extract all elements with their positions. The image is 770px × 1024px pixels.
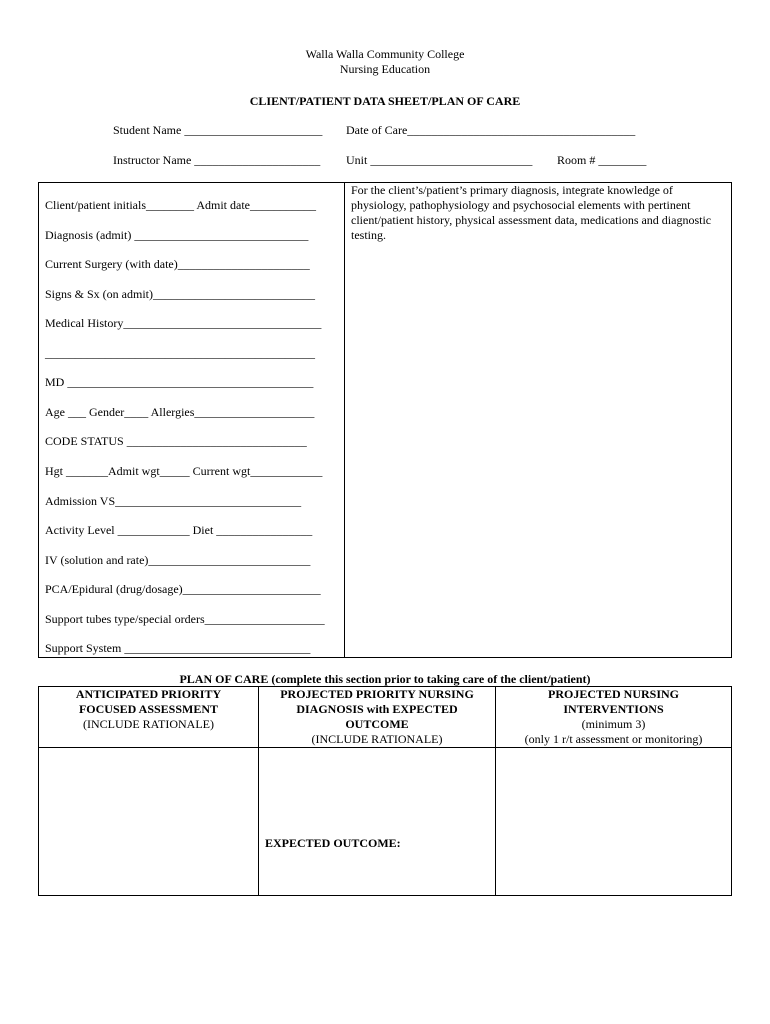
expected-outcome-label: EXPECTED OUTCOME: <box>265 836 401 850</box>
page-title: CLIENT/PATIENT DATA SHEET/PLAN OF CARE <box>249 94 521 108</box>
support-tubes-field[interactable]: Support tubes type/special orders____________________ <box>45 612 325 626</box>
diagnosis-cell[interactable] <box>259 748 495 895</box>
department-name: Nursing Education <box>339 62 431 76</box>
age-gender-allergies-field[interactable]: Age ___ Gender____ Allergies____________________ <box>45 405 315 419</box>
client-initials-field[interactable]: Client/patient initials________ Admit date___________ <box>45 198 316 212</box>
pca-epidural-field[interactable]: PCA/Epidural (drug/dosage)_______________________ <box>45 582 321 596</box>
iv-field[interactable]: IV (solution and rate)___________________________ <box>45 553 311 567</box>
admission-vs-field[interactable]: Admission VS_______________________________ <box>45 494 302 508</box>
code-status-field[interactable]: CODE STATUS ______________________________ <box>45 434 307 448</box>
unit-field[interactable]: Unit ___________________________ <box>346 153 533 167</box>
medical-history-field[interactable]: Medical History_________________________________ <box>45 316 322 330</box>
plan-of-care-title: PLAN OF CARE (complete this section prior to taking care of the client/patient) <box>179 672 591 686</box>
medical-history-continuation[interactable]: _____________________________________________ <box>45 346 315 360</box>
signs-sx-field[interactable]: Signs & Sx (on admit)___________________________ <box>45 287 316 301</box>
college-name: Walla Walla Community College <box>305 47 465 61</box>
md-field[interactable]: MD _________________________________________ <box>45 375 314 389</box>
current-surgery-field[interactable]: Current Surgery (with date)______________________ <box>45 257 310 271</box>
room-field[interactable]: Room # ________ <box>557 153 647 167</box>
interventions-cell[interactable] <box>496 748 731 895</box>
support-system-field[interactable]: Support System _______________________________ <box>45 641 311 655</box>
instructor-name-field[interactable]: Instructor Name _____________________ <box>113 153 321 167</box>
data-box-divider <box>344 182 345 658</box>
height-weight-field[interactable]: Hgt _______Admit wgt_____ Current wgt____________ <box>45 464 323 478</box>
diagnosis-field[interactable]: Diagnosis (admit) _____________________________ <box>45 228 309 242</box>
diagnosis-instructions: For the client’s/patient’s primary diagnosis, integrate knowledge of physiology, pathophysiology and psychosocial elements with pertinent client/patient history, physical assessment data, medications and diagnostic testing. <box>351 183 712 242</box>
student-name-field[interactable]: Student Name _______________________ <box>113 123 323 137</box>
activity-diet-field[interactable]: Activity Level ____________ Diet ________________ <box>45 523 313 537</box>
assessment-cell[interactable] <box>39 748 258 895</box>
date-of-care-field[interactable]: Date of Care______________________________________ <box>346 123 636 137</box>
